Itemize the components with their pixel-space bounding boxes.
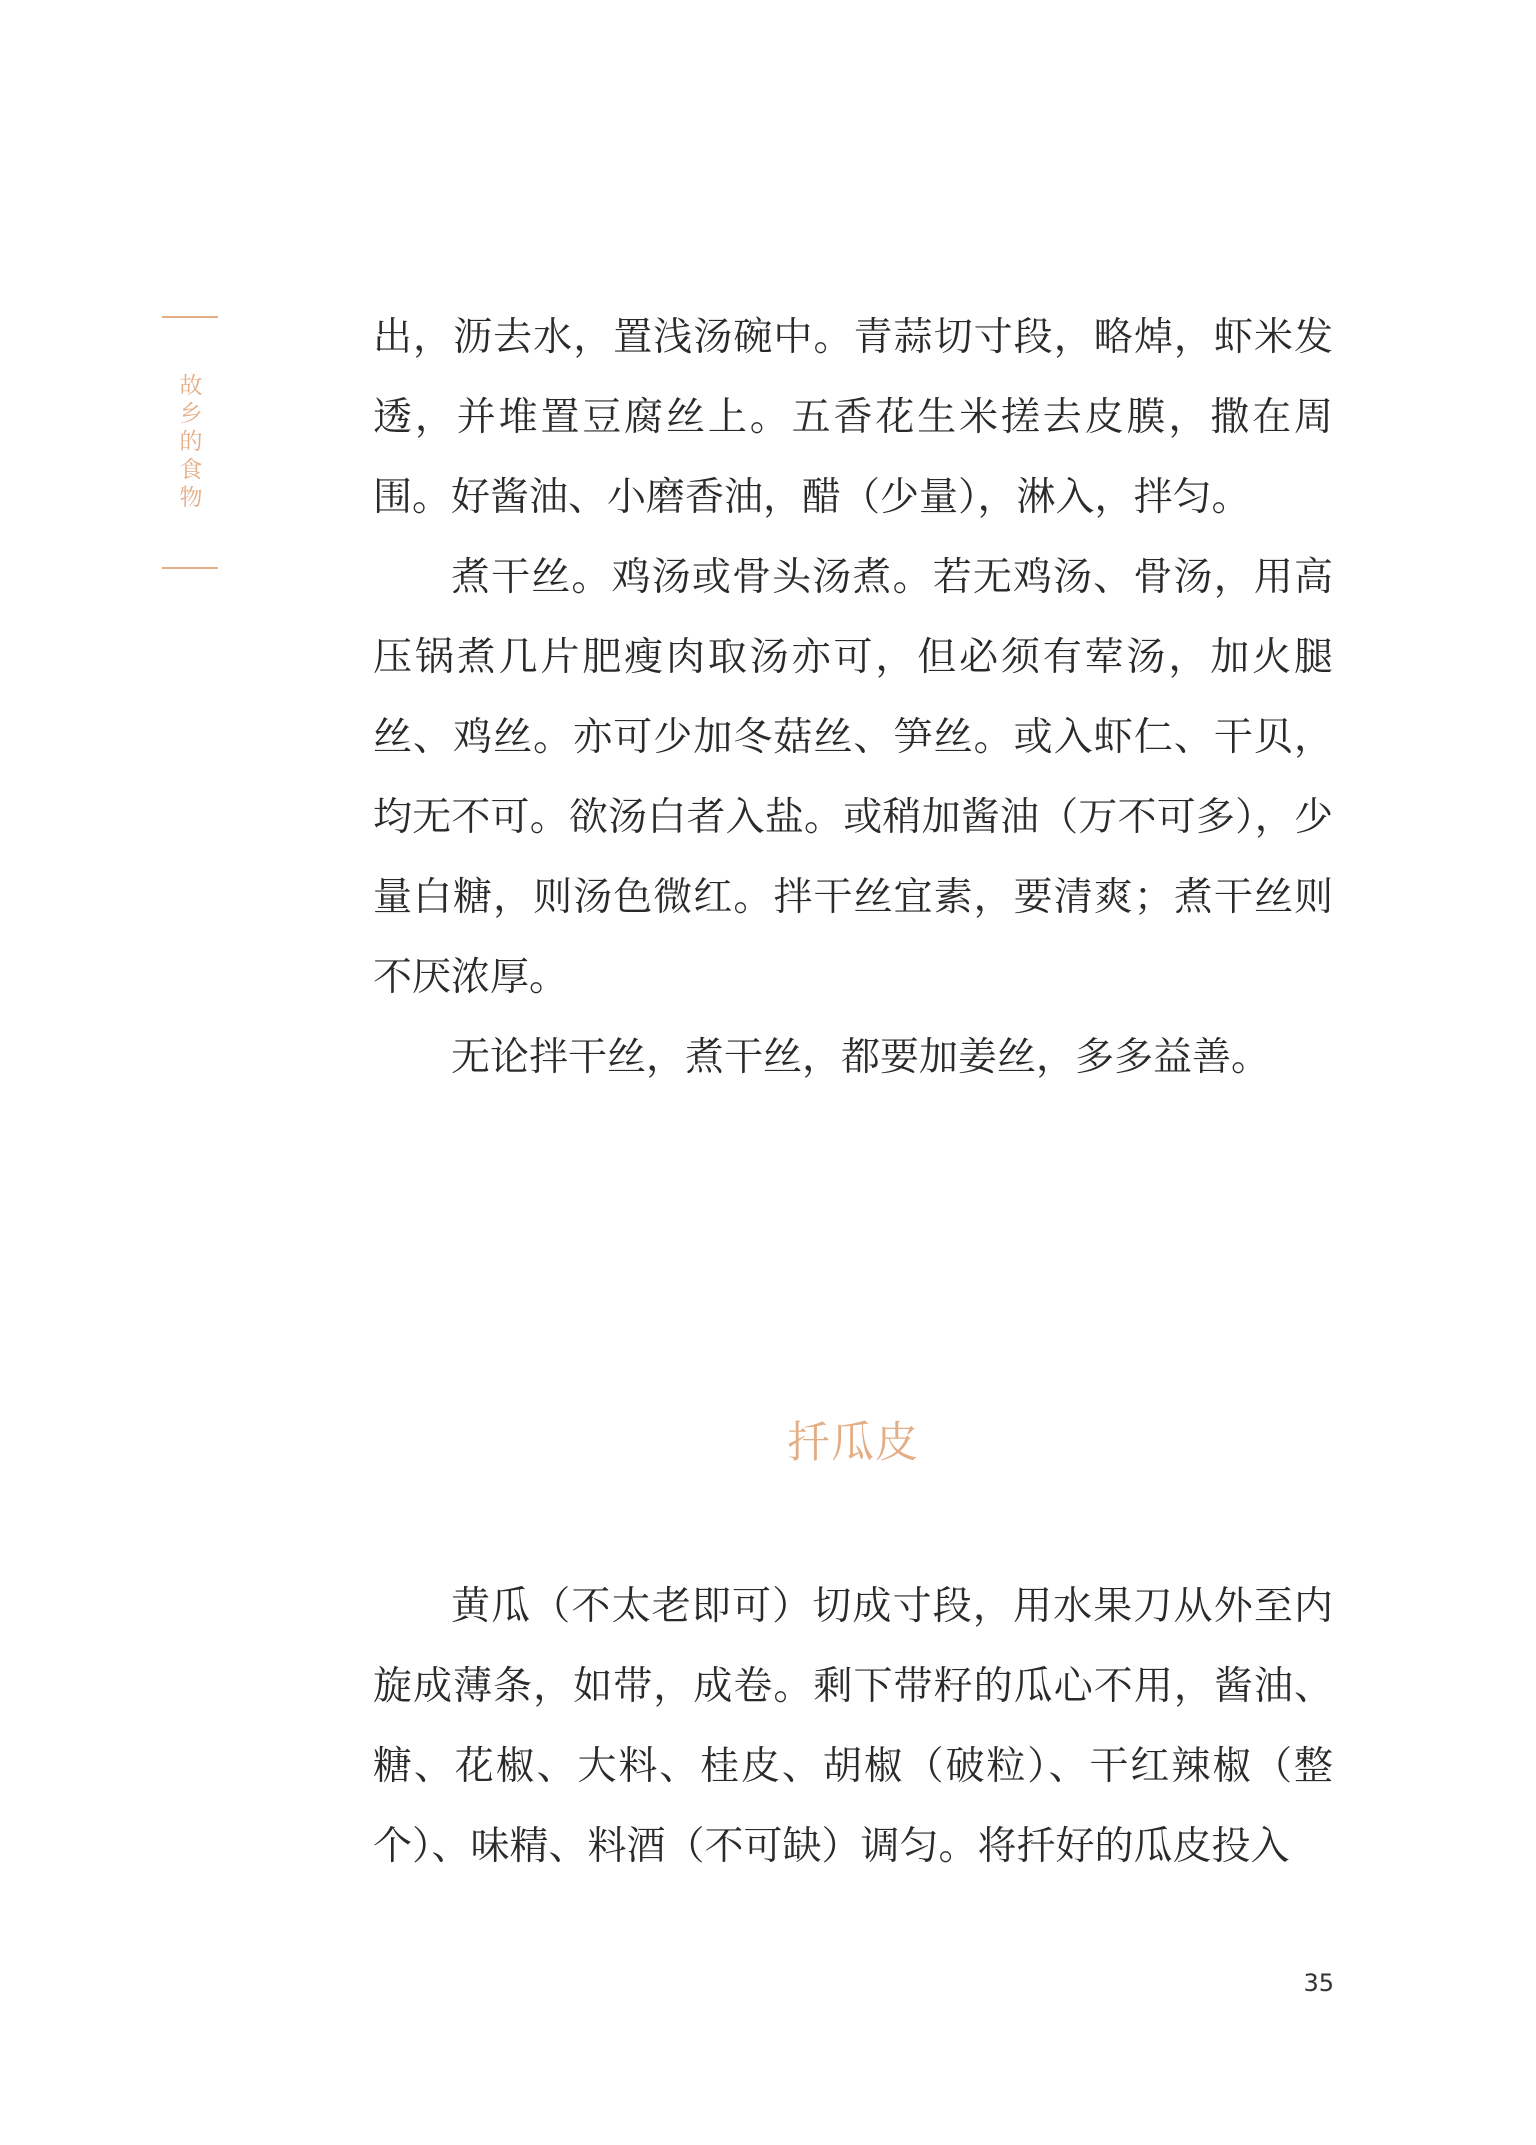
running-head-book-title [176,372,206,512]
body-paragraph: 出，沥去水，置浅汤碗中。青蒜切寸段，略焯，虾米发透，并堆置豆腐丝上。五香花生米搓去皮膜，撒在周围。好酱油、小磨香油，醋（少量），淋入，拌匀。 [373,315,1333,520]
page-number: 35 [1303,1969,1334,1997]
running-head-char: 乡 [179,401,203,427]
running-head-char: 食 [179,457,203,483]
running-head-top-rule [162,316,218,318]
running-head-bottom-rule [162,567,218,569]
body-paragraph: 黄瓜（不太老即可）切成寸段，用水果刀从外至内旋成薄条，如带，成卷。剩下带籽的瓜心不用，酱油、糖、花椒、大料、桂皮、胡椒（破粒）、干红辣椒（整个）、味精、料酒（不可缺）调匀。将扦好的瓜皮投入 [373,1584,1333,1869]
section-heading: 扦瓜皮 [787,1418,919,1468]
section-2-body [373,1567,1333,1887]
running-head-char: 故 [179,373,203,399]
running-head-char: 的 [179,429,203,455]
body-paragraph: 无论拌干丝，煮干丝，都要加姜丝，多多益善。 [451,1035,1271,1080]
section-1-body [373,298,1333,1098]
running-head-char: 物 [179,485,203,511]
body-paragraph: 煮干丝。鸡汤或骨头汤煮。若无鸡汤、骨汤，用高压锅煮几片肥瘦肉取汤亦可，但必须有荤汤，加火腿丝、鸡丝。亦可少加冬菇丝、笋丝。或入虾仁、干贝，均无不可。欲汤白者入盐。或稍加酱油（万不可多），少量白糖，则汤色微红。拌干丝宜素，要清爽；煮干丝则不厌浓厚。 [373,555,1333,1000]
